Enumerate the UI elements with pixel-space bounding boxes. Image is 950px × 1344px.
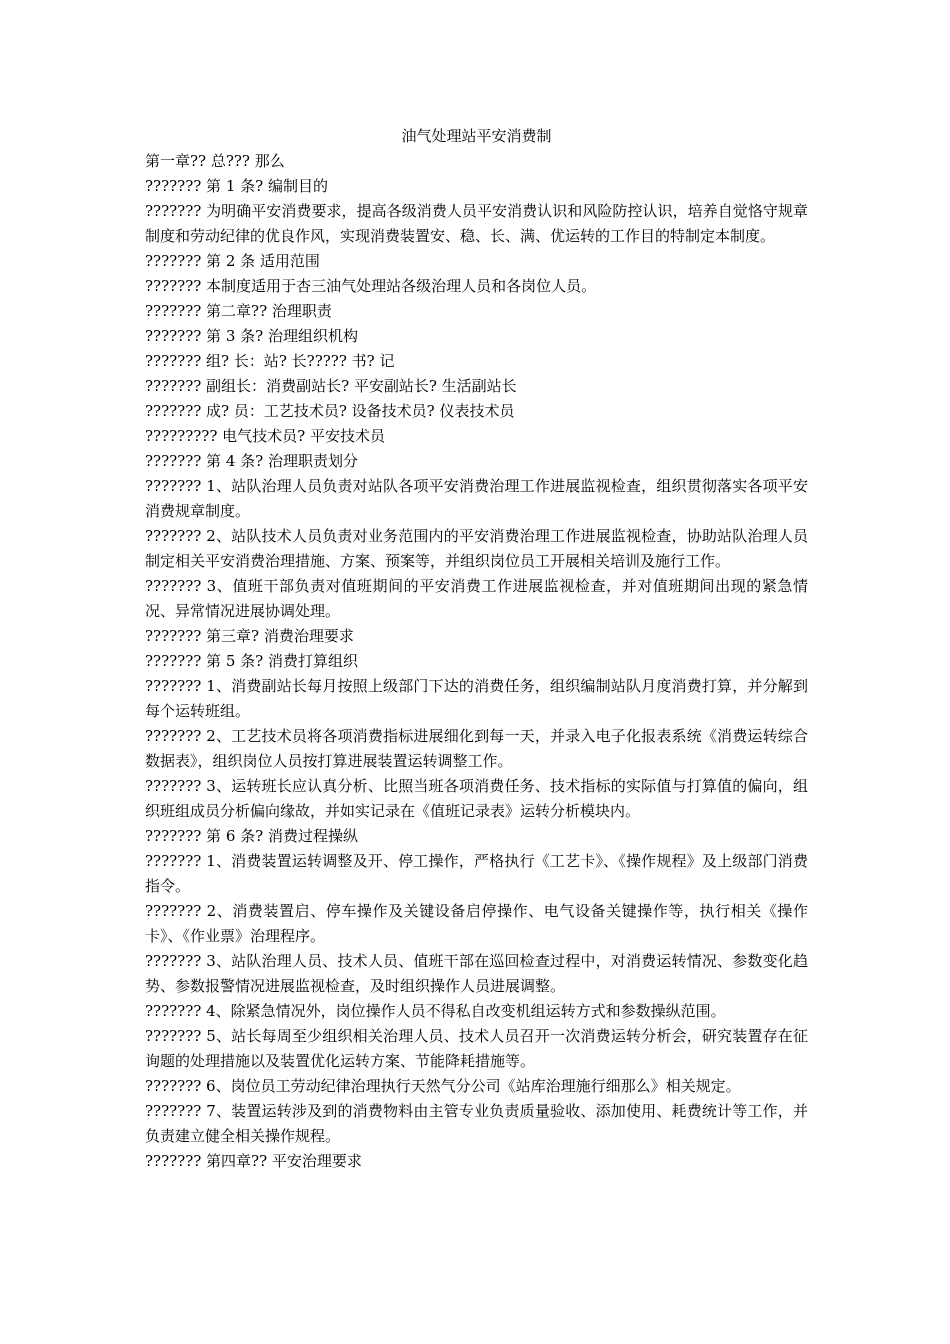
- article-3-heading: ??????? 第 3 条? 治理组织机构: [145, 327, 358, 345]
- document-title: 油气处理站平安消费制: [401, 127, 552, 145]
- article-6-item-4: ??????? 4、除紧急情况外，岗位操作人员不得私自改变机组运转方式和参数操纵范围。: [145, 1002, 726, 1020]
- org-members-line-2: ????????? 电气技术员? 平安技术员: [145, 427, 385, 445]
- article-4-item-3: ??????? 3、值班干部负责对值班期间的平安消费工作进展监视检查，并对值班期间出现的紧急情况、异常情况进展协调处理。: [145, 577, 808, 620]
- article-6-item-7: ??????? 7、装置运转涉及到的消费物料由主管专业负责质量验收、添加使用、耗费统计等工作，并负责建立健全相关操作规程。: [145, 1102, 808, 1145]
- article-2-heading: ??????? 第 2 条 适用范围: [145, 252, 320, 270]
- article-1-heading: ??????? 第 1 条? 编制目的: [145, 177, 328, 195]
- article-5-item-3: ??????? 3、运转班长应认真分析、比照当班各项消费任务、技术指标的实际值与打算值的偏向，组织班组成员分析偏向缘故，并如实记录在《值班记录表》运转分析模块内。: [145, 777, 808, 820]
- chapter-2-heading: ??????? 第二章?? 治理职责: [145, 302, 332, 320]
- article-5-heading: ??????? 第 5 条? 消费打算组织: [145, 652, 358, 670]
- article-6-item-2: ??????? 2、消费装置启、停车操作及关键设备启停操作、电气设备关键操作等，执行相关《操作卡》、《作业票》治理程序。: [145, 902, 808, 945]
- org-members-line: ??????? 成? 员：工艺技术员? 设备技术员? 仪表技术员: [145, 402, 515, 420]
- org-leader-line: ??????? 组? 长：站? 长????? 书? 记: [145, 352, 395, 370]
- article-6-item-1: ??????? 1、消费装置运转调整及开、停工操作，严格执行《工艺卡》、《操作规程》及上级部门消费指令。: [145, 852, 808, 895]
- article-2-body: ??????? 本制度适用于杏三油气处理站各级治理人员和各岗位人员。: [145, 277, 597, 295]
- article-6-heading: ??????? 第 6 条? 消费过程操纵: [145, 827, 358, 845]
- org-deputy-line: ??????? 副组长：消费副站长? 平安副站长? 生活副站长: [145, 377, 517, 395]
- article-4-item-2: ??????? 2、站队技术人员负责对业务范围内的平安消费治理工作进展监视检查，协助站队治理人员制定相关平安消费治理措施、方案、预案等，并组织岗位员工开展相关培训及施行工作。: [145, 527, 808, 570]
- article-6-item-5: ??????? 5、站长每周至少组织相关治理人员、技术人员召开一次消费运转分析会，研究装置存在征询题的处理措施以及装置优化运转方案、节能降耗措施等。: [145, 1027, 808, 1070]
- article-1-body: ??????? 为明确平安消费要求，提高各级消费人员平安消费认识和风险防控认识，培养自觉恪守规章制度和劳动纪律的优良作风，实现消费装置安、稳、长、满、优运转的工作目的特制定本制度。: [145, 202, 808, 245]
- chapter-4-heading: ??????? 第四章?? 平安治理要求: [145, 1152, 362, 1170]
- chapter-3-heading: ??????? 第三章? 消费治理要求: [145, 627, 354, 645]
- article-5-item-1: ??????? 1、消费副站长每月按照上级部门下达的消费任务，组织编制站队月度消费打算，并分解到每个运转班组。: [145, 677, 808, 720]
- document-page: [145, 124, 808, 1174]
- chapter-1-heading: 第一章?? 总??? 那么: [145, 152, 285, 170]
- article-5-item-2: ??????? 2、工艺技术员将各项消费指标进展细化到每一天，并录入电子化报表系统《消费运转综合数据表》，组织岗位人员按打算进展装置运转调整工作。: [145, 727, 808, 770]
- article-4-heading: ??????? 第 4 条? 治理职责划分: [145, 452, 358, 470]
- article-6-item-6: ??????? 6、岗位员工劳动纪律治理执行天然气分公司《站库治理施行细那么》相关规定。: [145, 1077, 741, 1095]
- article-4-item-1: ??????? 1、站队治理人员负责对站队各项平安消费治理工作进展监视检查，组织贯彻落实各项平安消费规章制度。: [145, 477, 808, 520]
- article-6-item-3: ??????? 3、站队治理人员、技术人员、值班干部在巡回检查过程中，对消费运转情况、参数变化趋势、参数报警情况进展监视检查，及时组织操作人员进展调整。: [145, 952, 808, 995]
